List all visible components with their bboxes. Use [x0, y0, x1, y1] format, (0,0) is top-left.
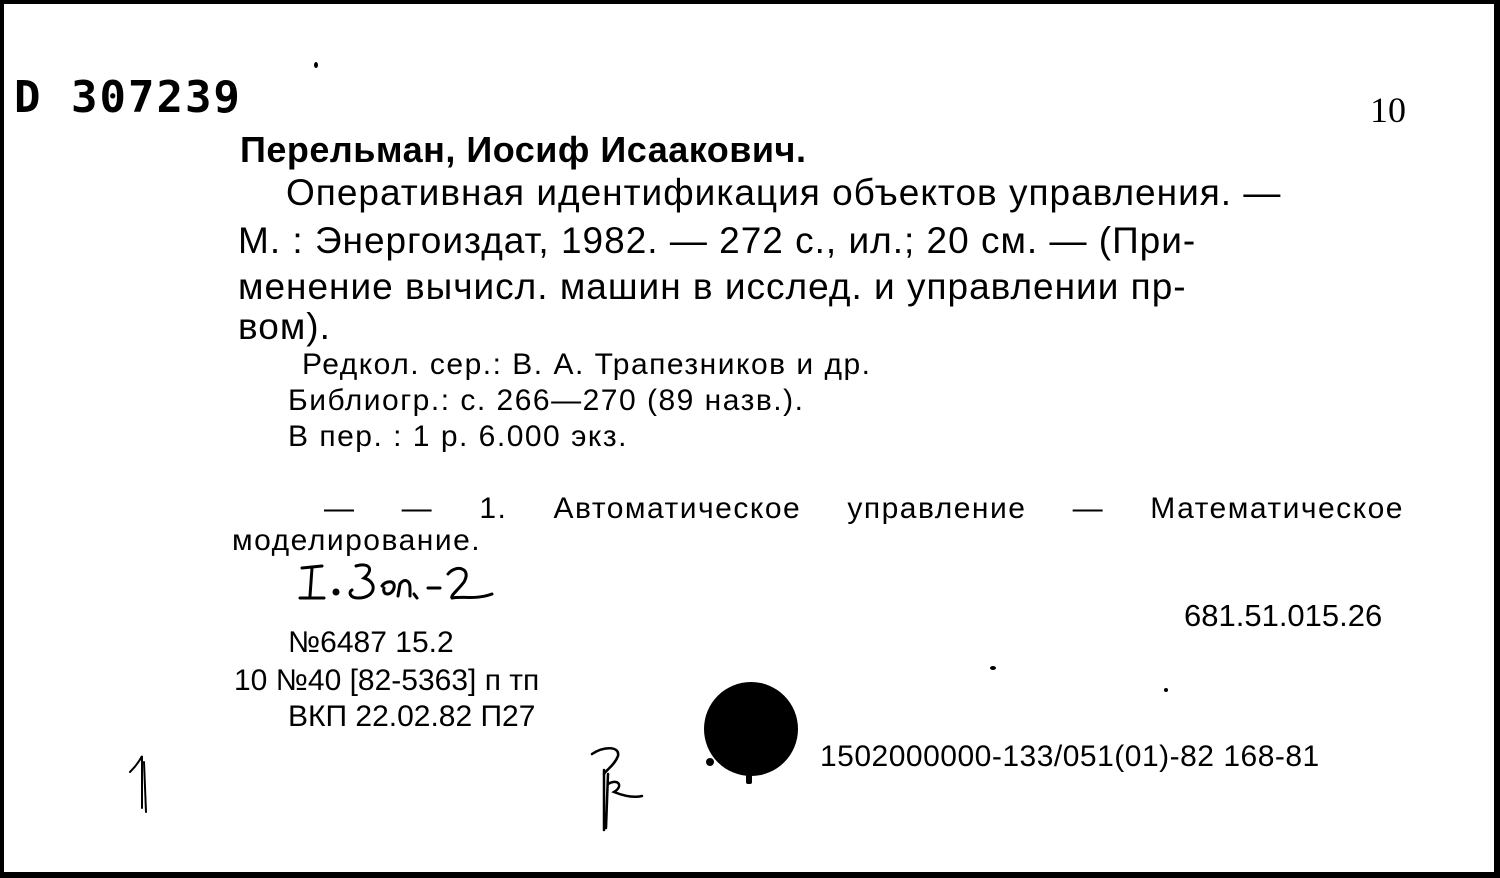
- title-line-3: менение вычисл. машин в исслед. и управлении пр-: [238, 266, 1187, 307]
- author-heading: Перельман, Иосиф Исаакович.: [240, 129, 807, 170]
- note-price: В пер. : 1 р. 6.000 экз.: [288, 420, 628, 453]
- card-number: D 307239: [14, 72, 242, 123]
- ink-speck: [706, 758, 714, 766]
- title-line-4: вом).: [238, 306, 331, 347]
- handwritten-mark-2: [584, 740, 654, 836]
- catalog-line-3: ВКП 22.02.82 П27: [288, 700, 536, 733]
- card-code: 1502000000-133/051(01)-82 168-81: [820, 740, 1320, 773]
- punch-hole: [704, 682, 798, 776]
- note-bibliography: Библиогр.: с. 266—270 (89 назв.).: [288, 384, 805, 417]
- catalog-card: [4, 4, 1494, 872]
- title-line-2: М. : Энергоиздат, 1982. — 272 с., ил.; 20 см. — (При-: [238, 220, 1197, 261]
- title-line-1: Оперативная идентификация объектов управления. —: [286, 172, 1282, 213]
- catalog-line-2: 10 №40 [82-5363] п тп: [234, 664, 540, 697]
- subject-heading-continued: моделирование.: [232, 524, 482, 557]
- handwritten-mark-1: [124, 752, 154, 822]
- handwritten-shelf-mark: [286, 558, 526, 614]
- ink-speck: [314, 62, 318, 68]
- udc-code: 681.51.015.26: [1184, 598, 1383, 633]
- ink-speck: [990, 666, 996, 670]
- note-editorial: Редкол. сер.: В. А. Трапезников и др.: [302, 348, 872, 381]
- subject-heading: — — 1. Автоматическое управление — Математическое: [324, 492, 1404, 525]
- catalog-line-1: №6487 15.2: [288, 626, 454, 659]
- ink-speck: [1164, 688, 1168, 692]
- page-number: 10: [1370, 90, 1406, 130]
- hole-tab: [746, 770, 752, 784]
